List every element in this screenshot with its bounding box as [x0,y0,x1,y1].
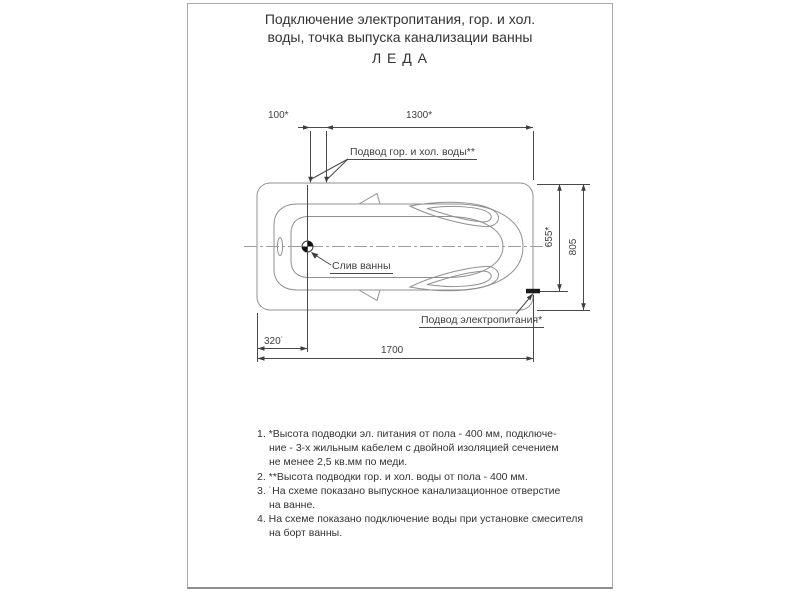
note-line: ние - 3-х жильным кабелем с двойной изоляцией сечением [269,442,559,455]
armrest-bottom-inner [427,271,491,286]
note-line: 1. *Высота подводки эл. питания от пола - 400 мм, подключе- [257,428,557,440]
installation-notes [257,427,597,541]
title-product-name: Л Е Д А [371,50,428,66]
note-line: не менее 2,5 кв.мм по меди. [269,456,408,469]
dim-tub-length: 1700 [381,345,404,356]
note-line: на борт ванны. [269,527,343,540]
title-line-2: воды, точка выпуска канализации ванны [267,29,533,45]
dim-drain-offset: 320˙ [264,336,285,347]
label-power-supply: Подвод электропитания* [421,314,543,326]
note-line: 2. **Высота подводки гор. и хол. воды от пола - 400 мм. [257,470,528,483]
water-leader-1 [312,159,349,179]
dim-water-to-power-span: 1300* [406,110,433,121]
title-line-1: Подключение электропитания, гор. и хол. [264,11,536,27]
note-line: 4. На схеме показано подключение воды при установке смесителя [257,513,584,526]
dim-tub-width: 805 [568,238,579,256]
dim-water-offset: 100* [268,110,289,121]
dim-power-point-offset: 655* [544,226,555,248]
label-water-supply: Подвод гор. и хол. воды** [350,146,475,158]
power-connection-point [526,289,540,294]
armrest-top-inner [427,206,491,221]
note-line: на ванне. [269,499,316,512]
grip-mark-bottom [359,290,380,301]
note-line: 3. ˙На схеме показано выпускное канализационное отверстие [257,484,561,497]
armrest-top-outer [410,202,498,226]
label-drain: Слив ванны [332,260,391,272]
grip-mark-top [359,194,380,205]
